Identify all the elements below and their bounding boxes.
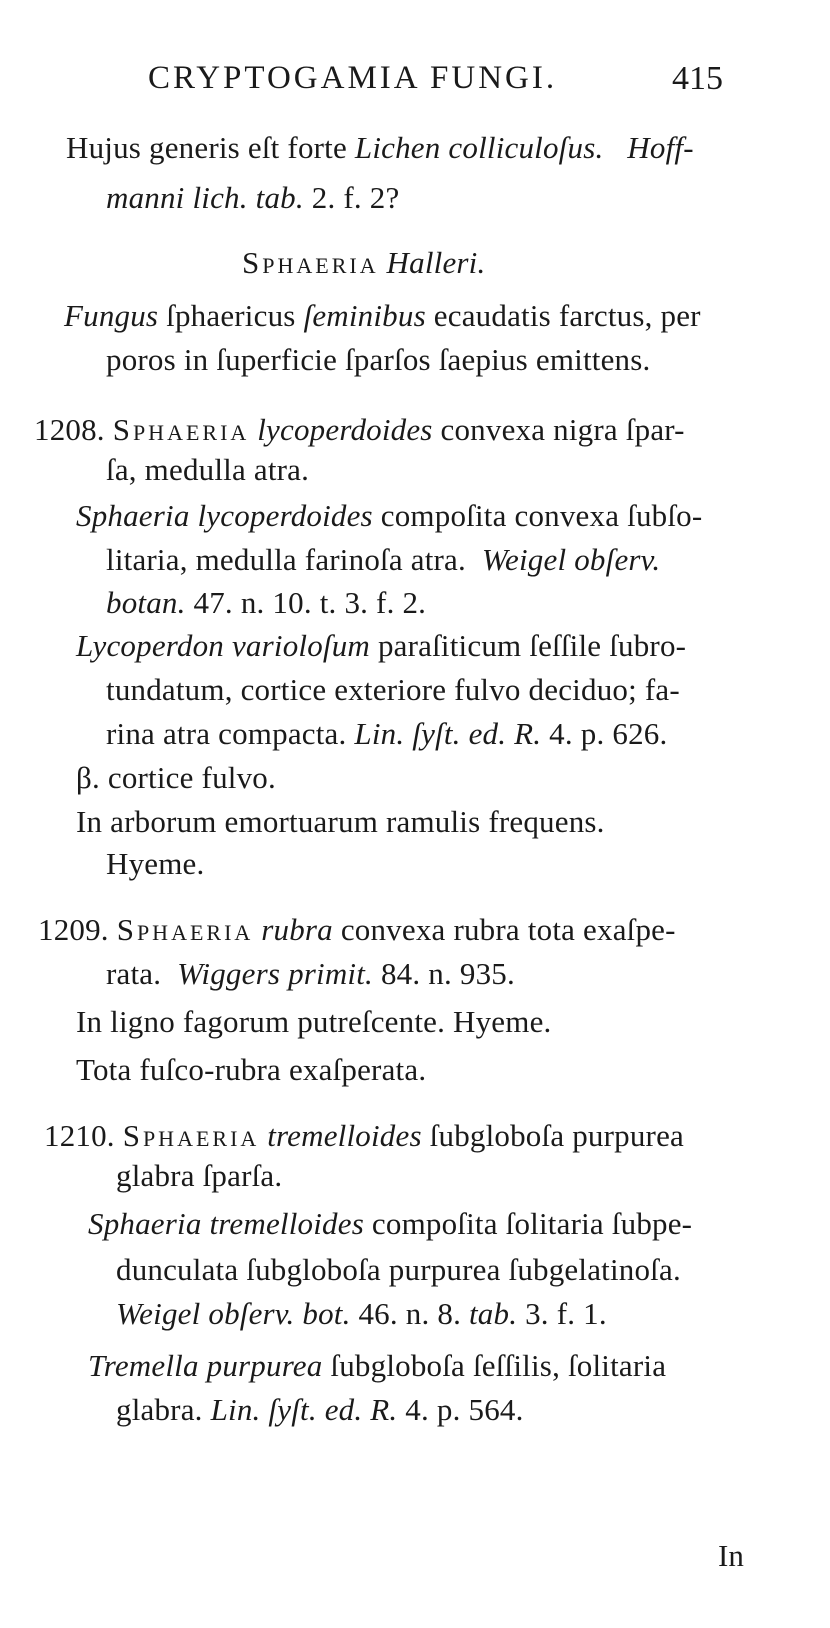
entry-number: 1210.	[44, 1118, 115, 1153]
genus-description-line-2: poros in ſuperficie ſparſos ſaepius emittens.	[106, 342, 651, 377]
entry-1208-synonym-1-line-2: litaria, medulla farinoſa atra. Weigel obſerv.	[106, 542, 661, 577]
entry-1208-synonym-2-line-2: tundatum, cortice exteriore fulvo deciduo; fa-	[106, 672, 680, 707]
entry-1208-synonym-1-line-1: Sphaeria lycoperdoides compoſita convexa ſubſo-	[76, 498, 703, 533]
entry-1210-synonym-1-line-3: Weigel obſerv. bot. 46. n. 8. tab. 3. f. 1.	[116, 1296, 607, 1331]
entry-1209-habitat: In ligno fagorum putreſcente. Hyeme.	[76, 1004, 552, 1039]
entry-1209-note: Tota fuſco-rubra exaſperata.	[76, 1052, 427, 1087]
entry-1209-line-1: 1209. Sphaeria rubra convexa rubra tota exaſpe-	[38, 912, 676, 947]
intro-line-2: manni lich. tab. 2. f. 2?	[106, 180, 400, 215]
catchword: In	[718, 1538, 744, 1573]
intro-line-1: Hujus generis eſt forte Lichen colliculoſus. Hoff-	[66, 130, 694, 165]
entry-1208-synonym-2-line-1: Lycoperdon varioloſum paraſiticum ſeſſile ſubro-	[76, 628, 687, 663]
entry-1208-synonym-1-line-3: botan. 47. n. 10. t. 3. f. 2.	[106, 585, 427, 620]
entry-1208-habitat-line-2: Hyeme.	[106, 846, 205, 881]
entry-1209-line-2: rata. Wiggers primit. 84. n. 935.	[106, 956, 515, 991]
entry-1208-line-1: 1208. Sphaeria lycoperdoides convexa nigra ſpar-	[34, 412, 685, 447]
entry-1208-habitat-line-1: In arborum emortuarum ramulis frequens.	[76, 804, 605, 839]
entry-number: 1209.	[38, 912, 109, 947]
page-number: 415	[672, 60, 723, 97]
entry-1210-synonym-2-line-2: glabra. Lin. ſyſt. ed. R. 4. p. 564.	[116, 1392, 524, 1427]
entry-1208-synonym-2-line-3: rina atra compacta. Lin. ſyſt. ed. R. 4. p. 626.	[106, 716, 668, 751]
genus-heading: Sphaeria Halleri.	[242, 245, 486, 280]
entry-1210-line-1: 1210. Sphaeria tremelloides ſubgloboſa purpurea	[44, 1118, 684, 1153]
entry-1210-synonym-1-line-1: Sphaeria tremelloides compoſita ſolitaria ſubpe-	[88, 1206, 693, 1241]
entry-1210-synonym-1-line-2: dunculata ſubgloboſa purpurea ſubgelatinoſa.	[116, 1252, 681, 1287]
entry-1208-line-2: ſa, medulla atra.	[106, 452, 310, 487]
entry-1208-variety: β. cortice fulvo.	[76, 760, 276, 795]
running-header-title: CRYPTOGAMIA FUNGI.	[148, 60, 558, 96]
entry-1210-synonym-2-line-1: Tremella purpurea ſubgloboſa ſeſſilis, ſolitaria	[88, 1348, 667, 1383]
genus-description-line-1: Fungus ſphaericus ſeminibus ecaudatis farctus, per	[64, 298, 701, 333]
entry-1210-line-2: glabra ſparſa.	[116, 1158, 283, 1193]
entry-number: 1208.	[34, 412, 105, 447]
